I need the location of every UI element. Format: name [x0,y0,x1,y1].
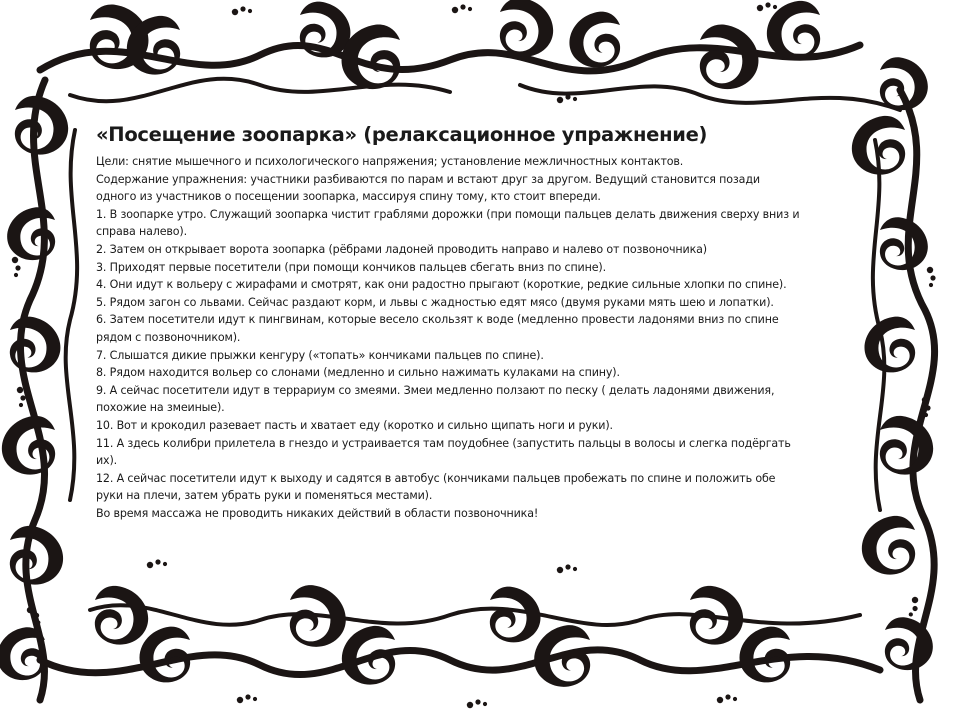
text-line: одного из участников о посещении зоопарка, массируя спину тому, кто стоит впереди. [96,190,601,204]
text-line: 4. Они идут к вольеру с жирафами и смотрят, как они радостно прыгают (короткие, редкие сильные хлопки по спине). [96,278,787,292]
text-line: похожие на змеиные). [96,401,225,415]
frame-left [0,80,77,700]
text-line: 2. Затем он открывает ворота зоопарка (рёбрами ладоней проводить направо и налево от позвоночника) [96,242,707,256]
text-line: 11. А здесь колибри прилетела в гнездо и устраивается там поудобнее (запустить пальцы в волосы и слегка подёргать [96,436,791,450]
text-line: 10. Вот и крокодил разевает пасть и хватает еду (коротко и сильно щипать ноги и руки). [96,418,613,432]
text-line: их). [96,454,118,468]
document-title: «Посещение зоопарка» (релаксационное упражнение) [96,123,708,146]
text-line: 8. Рядом находится вольер со слонами (медленно и сильно нажимать кулаками на спину). [96,366,620,380]
text-line: Содержание упражнения: участники разбиваются по парам и встают друг за другом. Ведущий становится позади [96,172,760,186]
text-line: руки на плечи, затем убрать руки и поменяться местами). [96,489,433,503]
frame-bottom [40,559,880,708]
exercise-description [96,153,866,522]
text-line: 3. Приходят первые посетители (при помощи кончиков пальцев сбегать вниз по спине). [96,260,606,274]
text-line: 6. Затем посетители идут к пингвинам, которые весело скользят к воде (медленно провести ладонями вниз по спине [96,313,779,327]
text-line: справа налево). [96,225,187,239]
warning-line: Во время массажа не проводить никаких действий в области позвоночника! [96,506,539,520]
text-line: 7. Слышатся дикие прыжки кенгуру («топать» кончиками пальцев по спине). [96,348,544,362]
frame-top [40,0,928,110]
text-line: рядом с позвоночником). [96,330,241,344]
text-line: 9. А сейчас посетители идут в террариум со змеями. Змеи медленно ползают по песку ( делать ладонями движения, [96,383,775,397]
text-line: 5. Рядом загон со львами. Сейчас раздают корм, и львы с жадностью едят мясо (двумя руками мять шею и лопатки). [96,295,774,309]
text-line: Цели: снятие мышечного и психологического напряжения; установление межличностных контактов. [96,155,684,168]
text-line: 12. А сейчас посетители идут к выходу и садятся в автобус (кончиками пальцев пробежать по спине и положить обе [96,471,776,485]
text-line: 1. В зоопарке утро. Служащий зоопарка чистит граблями дорожки (при помощи пальцев делать движения сверху вниз и [96,207,800,221]
exercise-text-block [96,122,866,522]
